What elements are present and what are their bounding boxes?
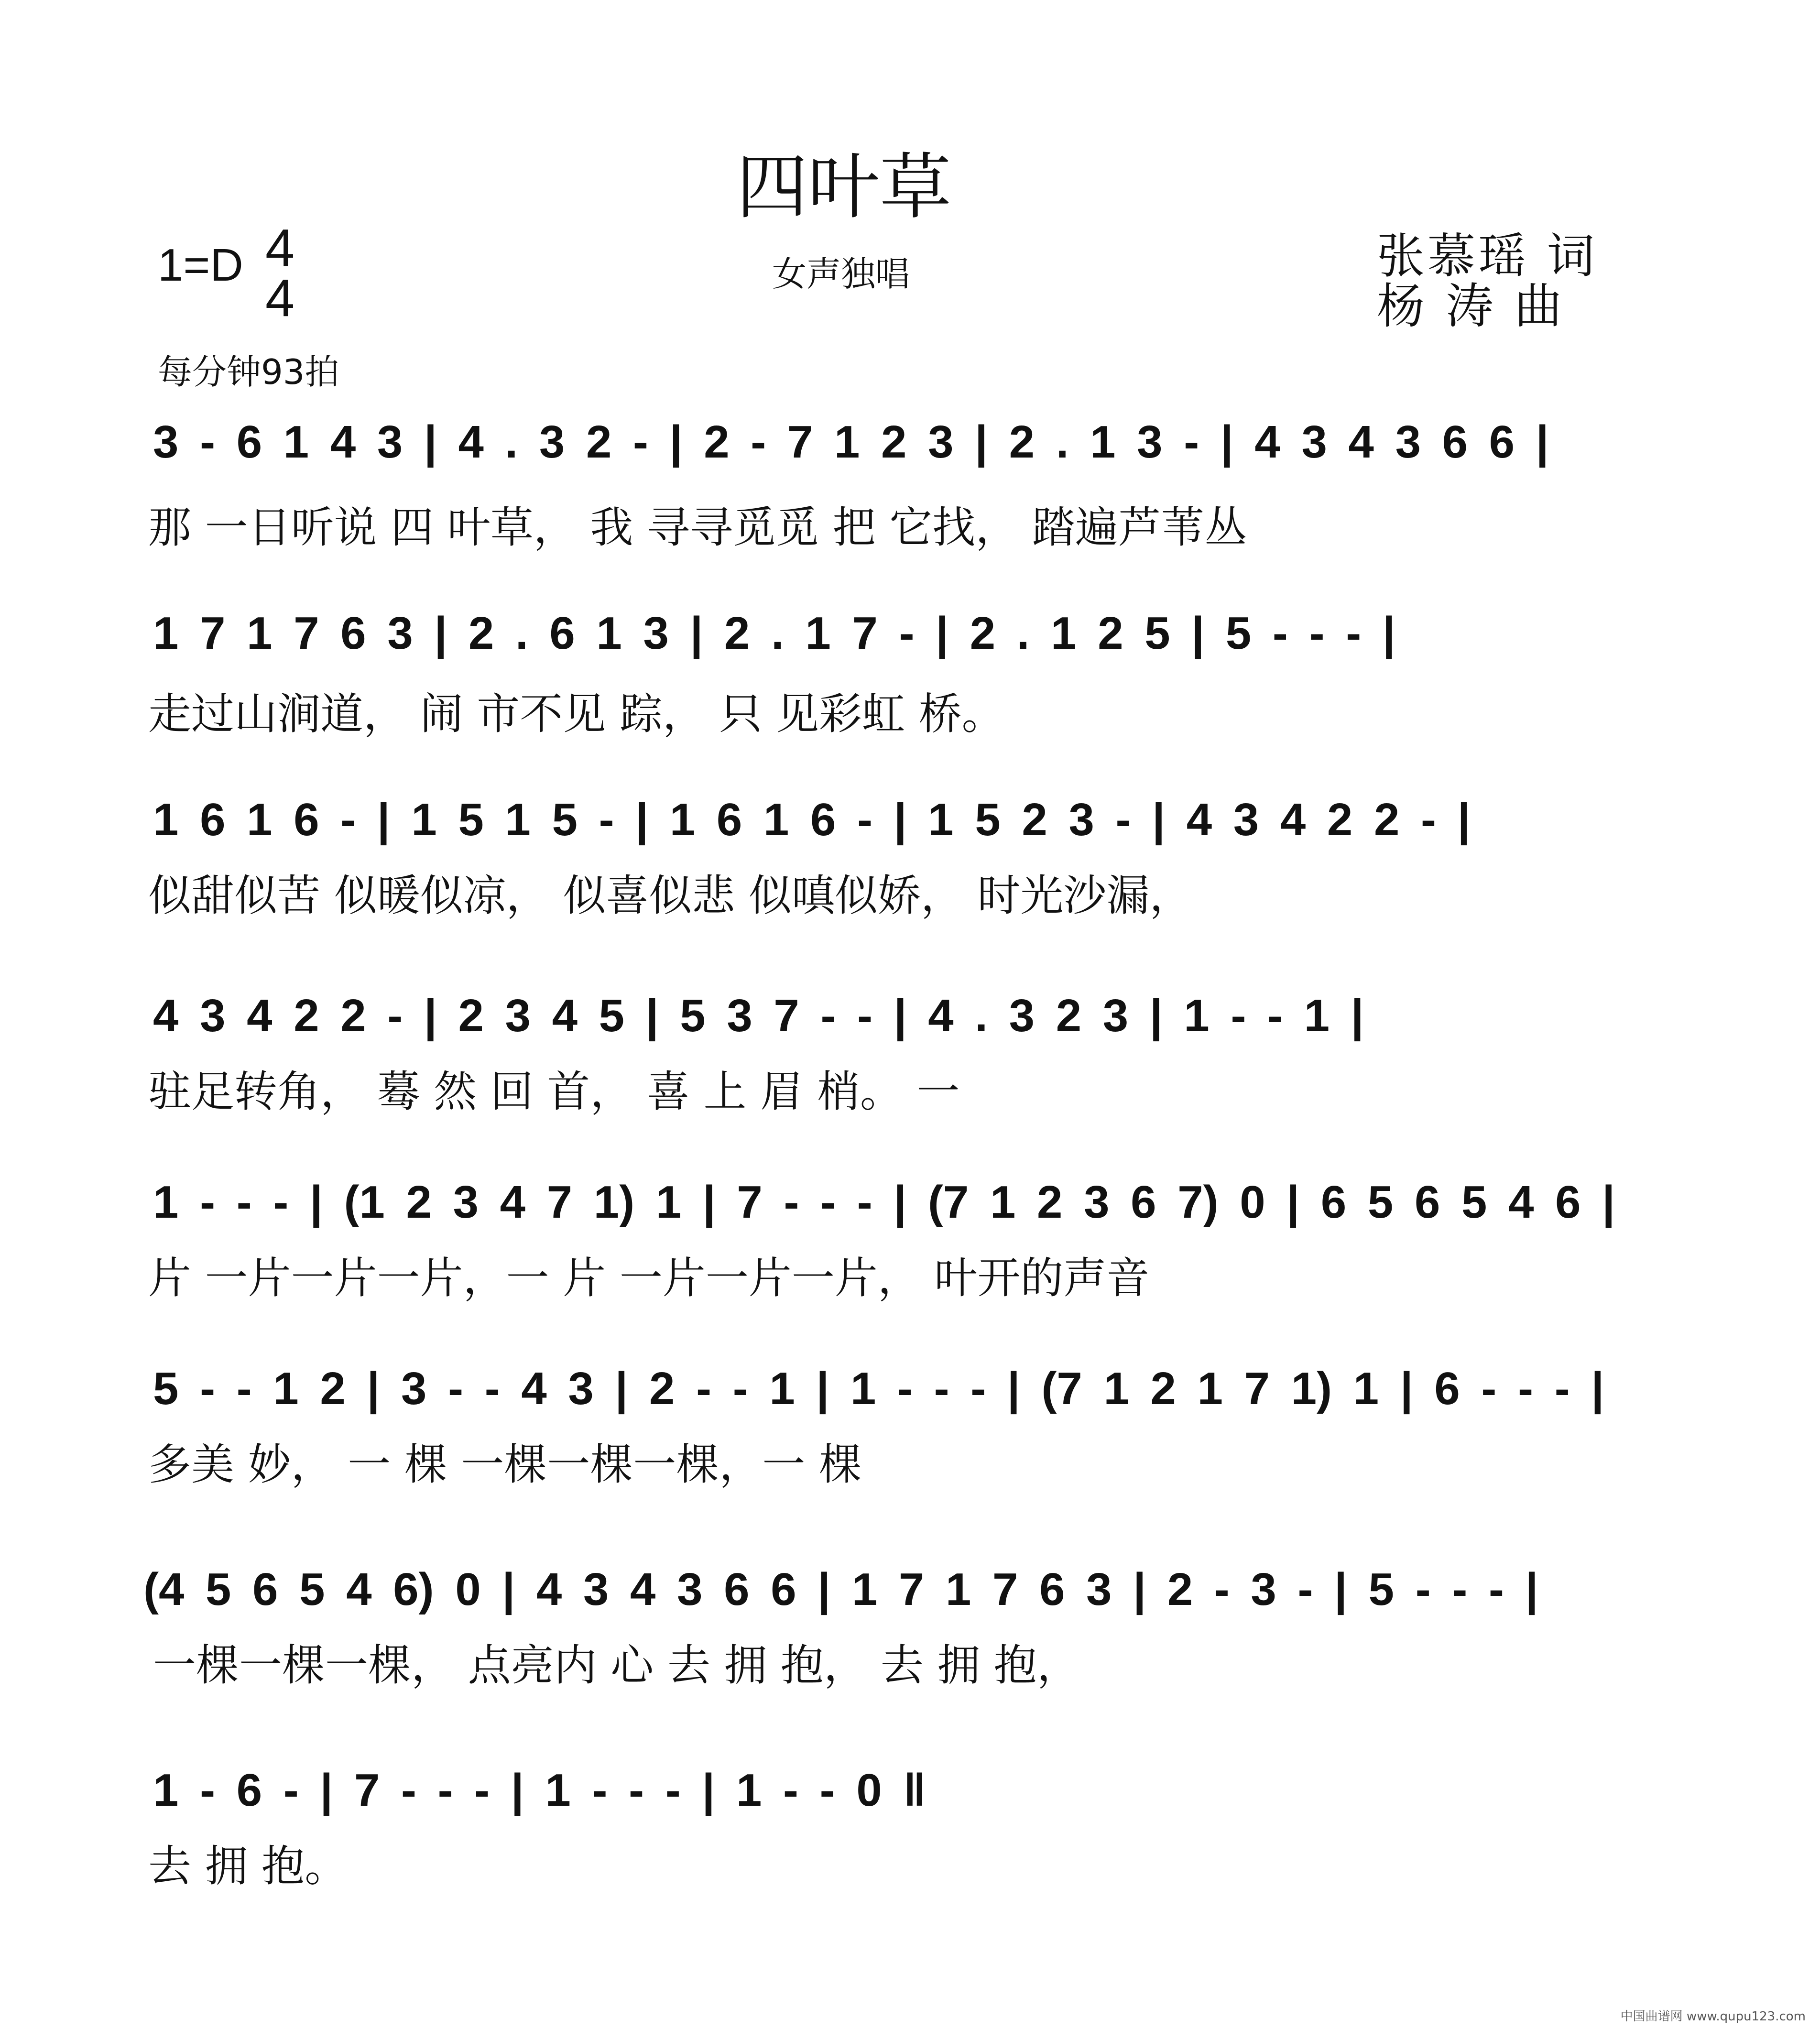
lyric-row-6: 多美 妙， 一 棵 一棵一棵一棵，一 棵 [148,1440,862,1490]
key-signature: 1=D [158,240,243,291]
time-signature-bottom: 4 [265,269,295,327]
lyric-row-1: 那 一日听说 四 叶草， 我 寻寻觅觅 把 它找， 踏遍芦苇丛 [148,502,1247,553]
performance-type: 女声独唱 [772,254,910,294]
song-title: 四叶草 [736,146,952,229]
composer-credit: 杨 涛 曲 [1377,278,1565,334]
lyric-row-3: 似甜似苦 似暖似凉， 似喜似悲 似嗔似娇， 时光沙漏， [148,871,1193,921]
notation-row-2: 1 7 1 7 6 3 | 2 . 6 1 3 | 2 . 1 7 - | 2 . 1 2 5 | 5 - - - | [153,608,1395,659]
notation-row-3: 1 6 1 6 - | 1 5 1 5 - | 1 6 1 6 - | 1 5 2 3 - | 4 3 4 2 2 - | [153,794,1471,845]
notation-row-8: 1 - 6 - | 7 - - - | 1 - - - | 1 - - 0 ‖ [153,1765,926,1816]
lyric-row-8: 去 拥 抱。 [148,1841,348,1891]
notation-row-4: 4 3 4 2 2 - | 2 3 4 5 | 5 3 7 - - | 4 . 3 2 3 | 1 - - 1 | [153,990,1364,1041]
lyric-row-5: 片 一片一片一片，一 片 一片一片一片， 叶开的声音 [148,1253,1150,1303]
notation-row-5: 1 - - - | (1 2 3 4 7 1) 1 | 7 - - - | (7 1 2 3 6 7) 0 | 6 5 6 5 4 6 | [153,1177,1615,1228]
notation-row-1: 3 - 6 1 4 3 | 4 . 3 2 - | 2 - 7 1 2 3 | 2 . 1 3 - | 4 3 4 3 6 6 | [153,416,1549,468]
notation-row-6: 5 - - 1 2 | 3 - - 4 3 | 2 - - 1 | 1 - - - | (7 1 2 1 7 1) 1 | 6 - - - | [153,1363,1604,1414]
lyricist-credit: 张慕瑶 词 [1377,228,1598,284]
time-signature-top: 4 [265,218,295,277]
lyric-row-4: 驻足转角， 蓦 然 回 首， 喜 上 眉 梢。 一 [148,1067,960,1117]
notation-row-7: (4 5 6 5 4 6) 0 | 4 3 4 3 6 6 | 1 7 1 7 6 3 | 2 - 3 - | 5 - - - | [143,1564,1538,1615]
lyric-row-7: 一棵一棵一棵， 点亮内 心 去 拥 抱， 去 拥 抱， [153,1640,1080,1691]
lyric-row-2: 走过山涧道， 闹 市不见 踪， 只 见彩虹 桥。 [148,689,1005,739]
tempo-marking: 每分钟93拍 [158,352,339,392]
site-watermark: 中国曲谱网 www.qupu123.com [1620,2009,1806,2024]
